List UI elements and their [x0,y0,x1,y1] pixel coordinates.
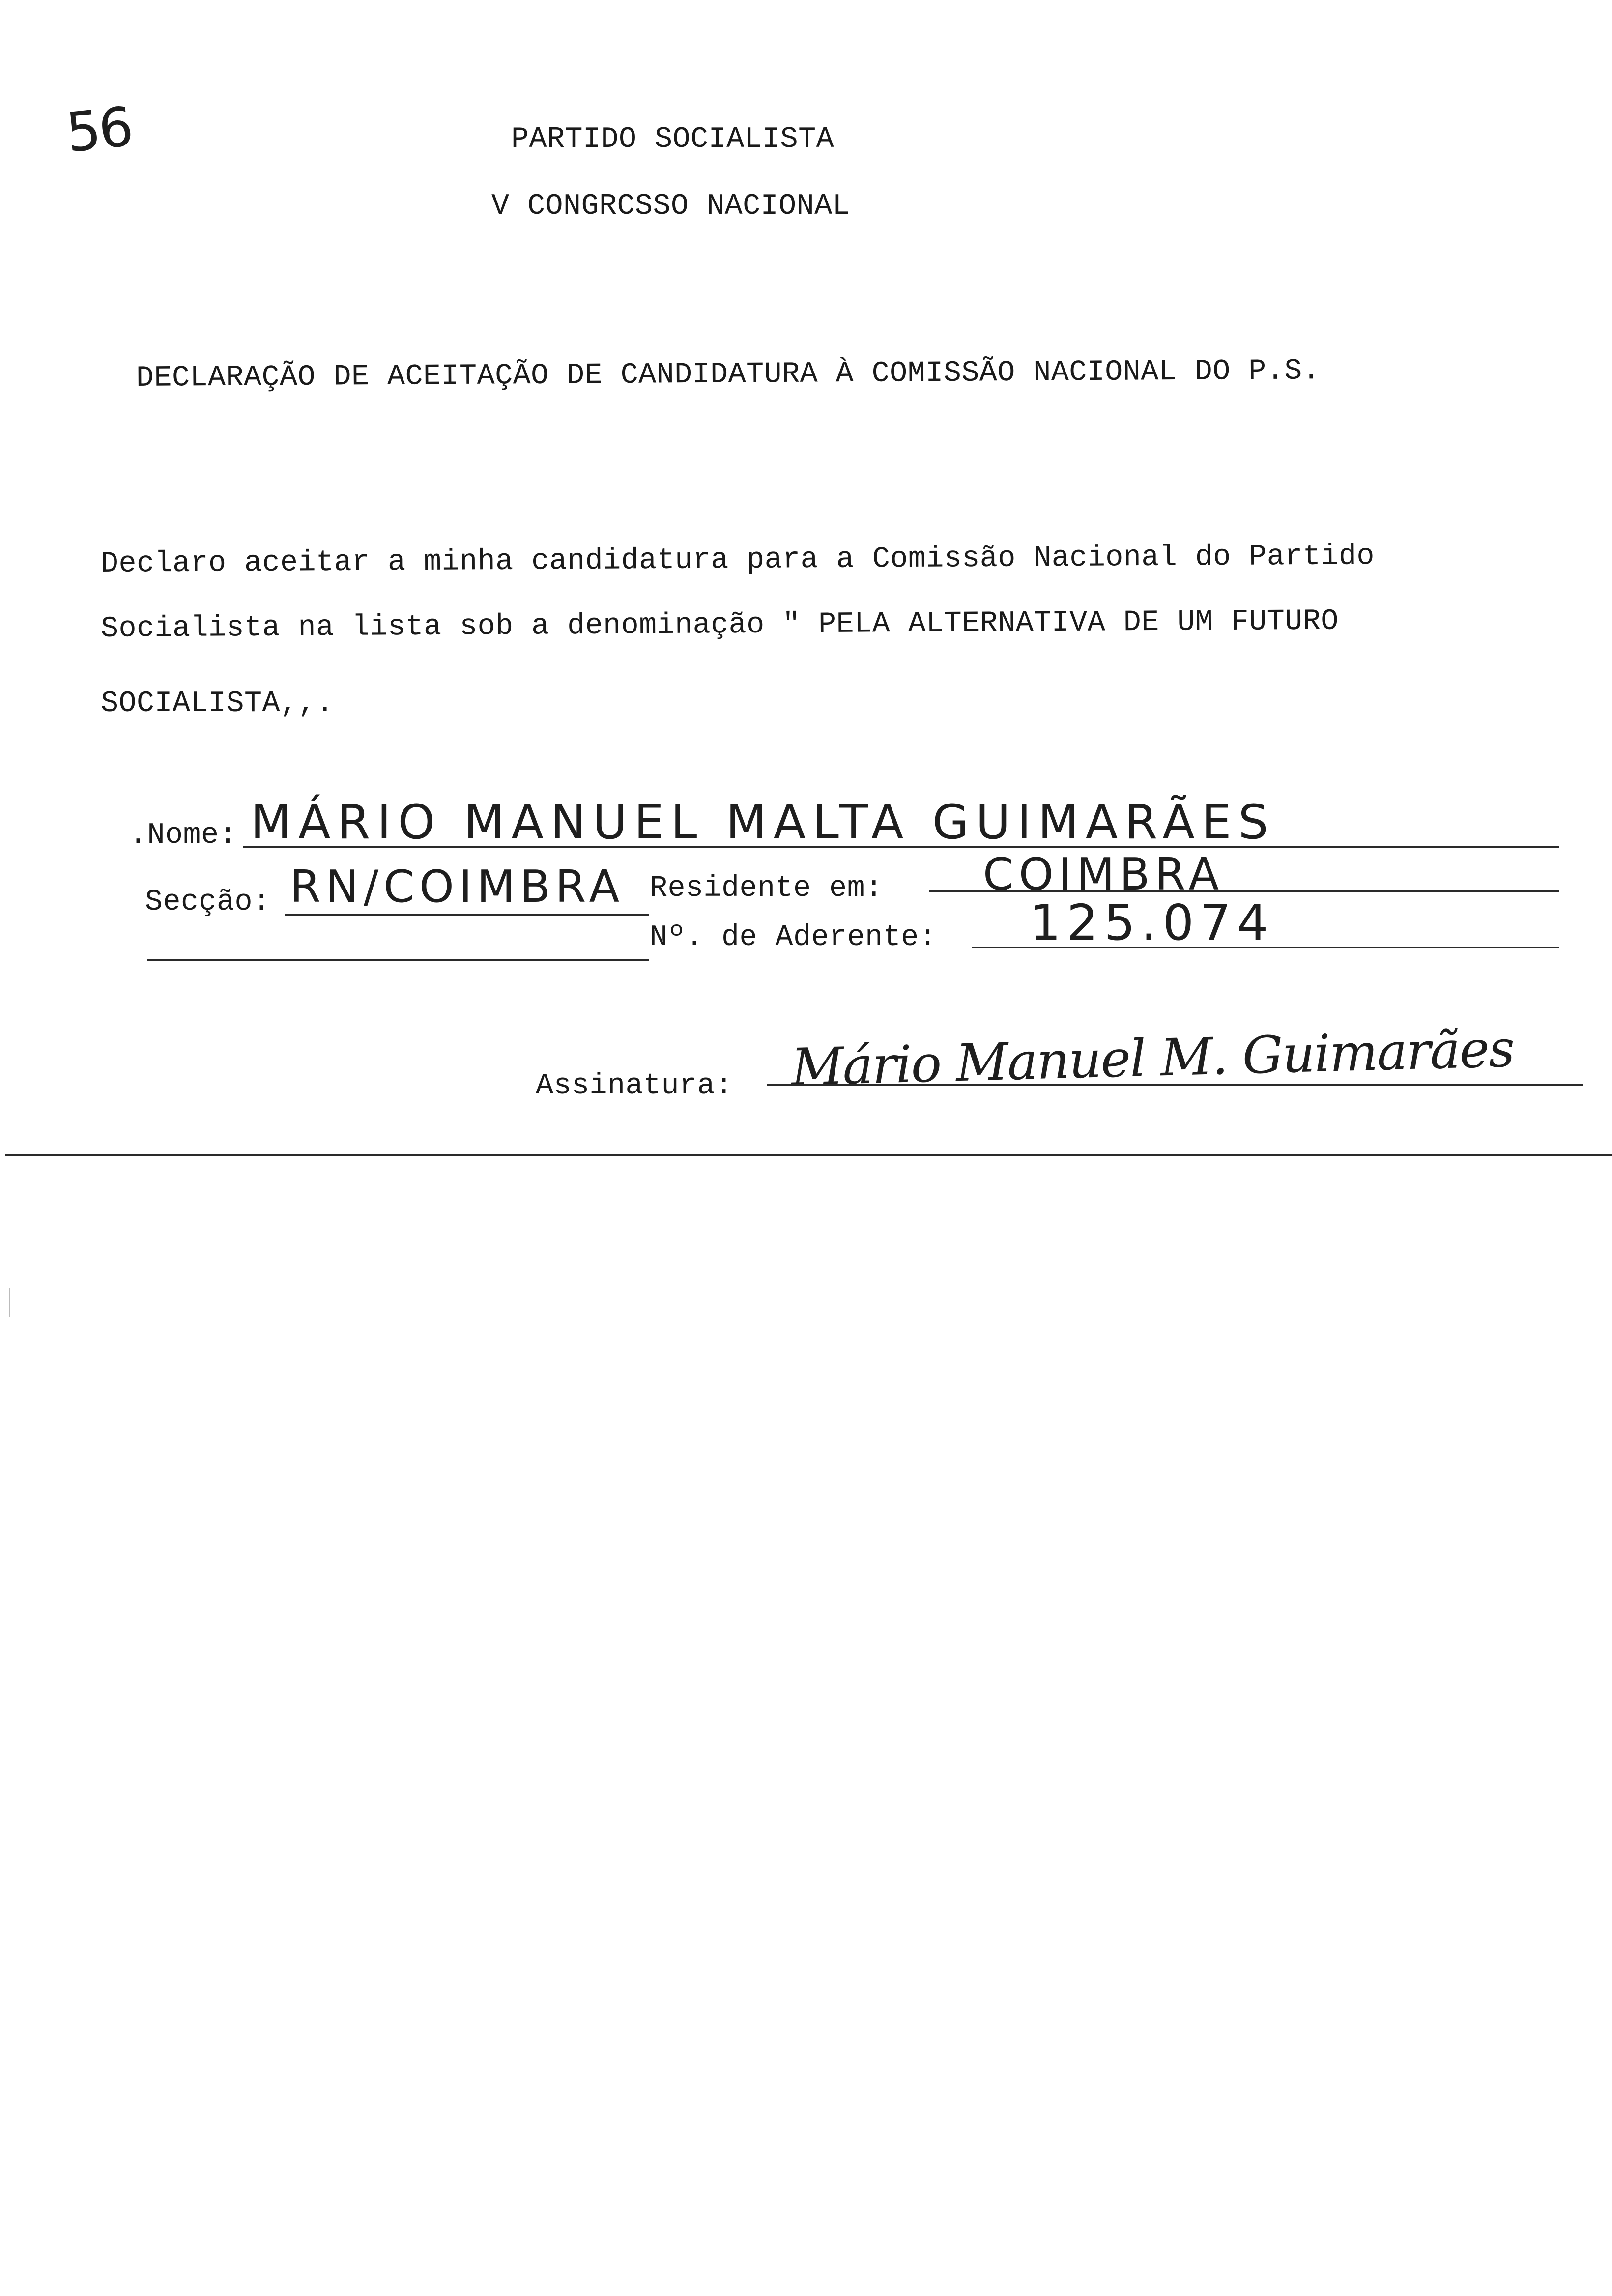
signature-line [767,1084,1583,1086]
residente-value: COIMBRA [983,849,1224,900]
nome-line [243,846,1559,848]
congress-heading: V CONGRCSSO NACIONAL [491,190,851,223]
body-line-2: Socialista na lista sob a denominação " PELA ALTERNATIVA DE UM FUTURO [100,604,1339,646]
residente-line [929,890,1559,892]
nome-label: .Nome: [129,819,237,852]
scan-mark [9,1288,10,1317]
page-divider [5,1154,1612,1156]
aderente-value: 125.074 [1030,894,1274,951]
seccao-label: Secção: [145,886,271,919]
blank-line [147,959,649,961]
residente-label: Residente em: [650,872,883,905]
seccao-value: RN/COIMBRA [290,861,625,913]
party-heading: PARTIDO SOCIALISTA [511,123,835,156]
nome-value: MÁRIO MANUEL MALTA GUIMARÃES [251,795,1275,850]
aderente-label: Nº. de Aderente: [650,921,937,954]
declaration-title: DECLARAÇÃO DE ACEITAÇÃO DE CANDIDATURA À COMISSÃO NACIONAL DO P.S. [136,354,1321,395]
seccao-line [285,914,649,916]
aderente-line [972,947,1559,948]
assinatura-label: Assinatura: [536,1069,733,1103]
body-line-3: SOCIALISTA,,. [101,687,334,720]
signature: Mário Manuel M. Guimarães [790,1018,1515,1097]
handwritten-page-number: 56 [63,95,135,165]
body-line-1: Declaro aceitar a minha candidatura para a Comissão Nacional do Partido [100,540,1375,581]
